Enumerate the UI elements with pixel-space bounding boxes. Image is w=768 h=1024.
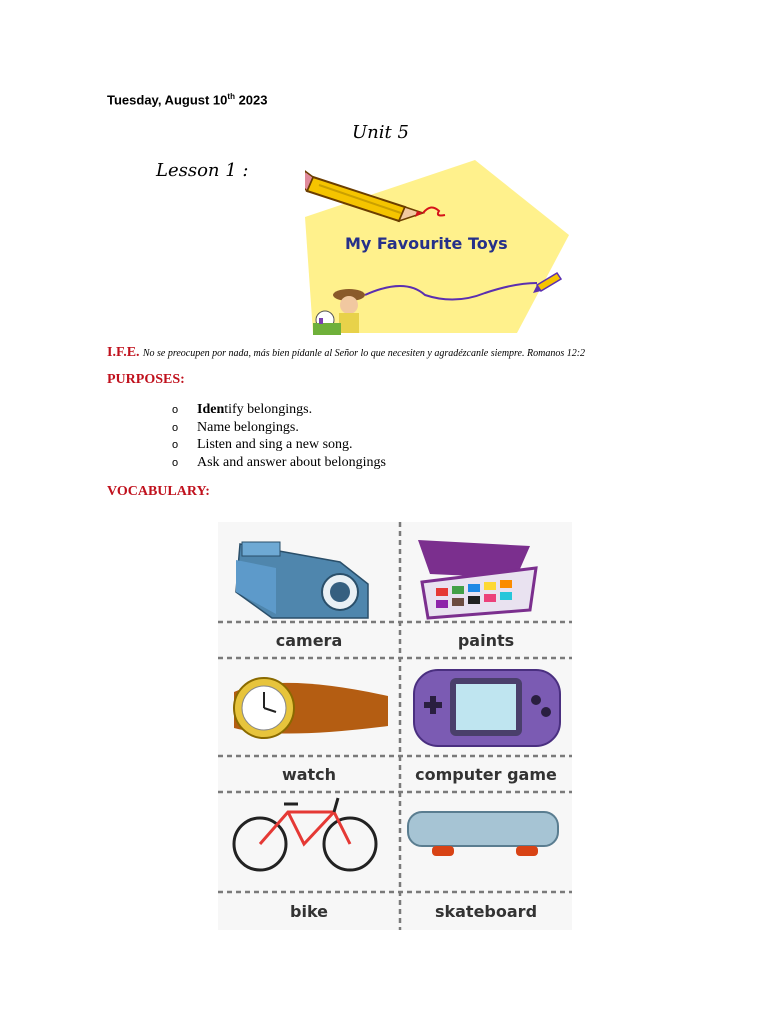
date-prefix: Tuesday, August 10: [107, 92, 228, 108]
computer-game-illustration: [414, 670, 560, 746]
date-suffix: 2023: [234, 92, 268, 108]
vocab-label-skateboard: skateboard: [434, 902, 538, 921]
bullet: o: [172, 439, 179, 451]
paints-illustration: [418, 540, 536, 618]
list-item: [172, 454, 386, 472]
vocab-label-camera: camera: [275, 631, 343, 650]
banner-title: My Favourite Toys: [345, 234, 508, 253]
vocab-label-paints: paints: [457, 631, 515, 650]
list-item: [172, 419, 386, 437]
purpose-text: Name belongings.: [197, 419, 299, 435]
date: [107, 92, 268, 107]
unit-title: Unit 5: [352, 122, 409, 143]
purpose-text: tify belongings.: [224, 402, 313, 417]
vocab-label-bike: bike: [290, 902, 328, 921]
bullet: o: [172, 421, 179, 434]
date-superscript: th: [227, 92, 235, 101]
ife-text: No se preocupen por nada, más bien pídanle al Señor lo que necesiten y agradézcanle siempre. Romanos 12:2: [142, 348, 586, 359]
bullet: o: [172, 456, 179, 469]
purposes-list: [172, 401, 386, 471]
vocabulary-flashcards-image: [218, 522, 572, 930]
list-item: [172, 436, 386, 454]
purpose-text: Listen and sing a new song.: [197, 437, 353, 452]
lesson-banner-image: [305, 155, 573, 335]
vocabulary-heading: VOCABULARY:: [107, 484, 210, 499]
purpose-bold-text: Iden: [197, 402, 225, 417]
list-item: [172, 401, 386, 419]
vocab-label-computer-game: computer game: [415, 765, 557, 784]
bullet: o: [172, 404, 179, 416]
ife-label: I.F.E.: [107, 345, 140, 360]
purpose-text: Ask and answer about belongings: [197, 454, 386, 470]
vocab-label-watch: watch: [281, 765, 337, 784]
ife-verse: [107, 344, 585, 361]
purposes-heading: PURPOSES:: [107, 372, 185, 387]
lesson-title: Lesson 1 :: [156, 160, 249, 181]
